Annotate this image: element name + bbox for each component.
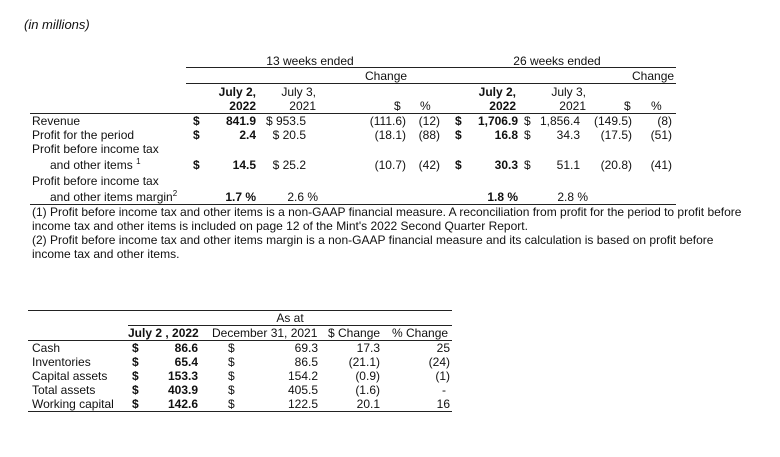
- currency-sign: $: [524, 128, 531, 142]
- col-dollar-26: $: [624, 99, 631, 113]
- row-label: and other items margin$^2$: [50, 189, 178, 204]
- col-jul3-26: July 3, 2021: [551, 85, 586, 113]
- cell: $ 25.2: [272, 158, 306, 172]
- currency-sign: $: [228, 383, 235, 397]
- col-pct-change: % Change: [392, 326, 449, 340]
- row-label: and other items $^1$: [50, 157, 141, 172]
- currency-sign: $: [524, 114, 531, 128]
- cell: 14.5: [232, 158, 256, 172]
- cell: 1,706.9: [477, 114, 518, 128]
- col-pct-13: %: [420, 99, 431, 113]
- currency-sign: $: [228, 369, 235, 383]
- cell: 20.1: [356, 397, 380, 411]
- cell: (10.7): [374, 158, 406, 172]
- row-label: Cash: [32, 341, 61, 355]
- footnote-2: (2) Profit before income tax and other items margin is a non-GAAP financial measure and its calculation is based on profit before income tax and other items.: [32, 233, 714, 261]
- cell: 16.8: [494, 128, 518, 142]
- cell: 405.5: [287, 383, 318, 397]
- cell: $ 20.5: [272, 128, 306, 142]
- cell: 1.7 %: [225, 190, 256, 204]
- cell: 2.4: [239, 128, 256, 142]
- cell: (149.5): [593, 114, 632, 128]
- rule: [186, 83, 676, 84]
- row-label: Working capital: [32, 397, 114, 411]
- currency-sign: $: [455, 114, 462, 128]
- cell: 2.6 %: [287, 190, 318, 204]
- currency-sign: $: [132, 383, 139, 397]
- col-jul2-26: July 2, 2022: [478, 85, 516, 113]
- cell: 122.5: [287, 397, 318, 411]
- rule: [186, 67, 676, 68]
- cell: (12): [418, 114, 440, 128]
- cell: (17.5): [600, 128, 632, 142]
- col-jul2-13: July 2, 2022: [218, 85, 256, 113]
- cell: 86.5: [294, 355, 318, 369]
- cell: (1.6): [355, 383, 380, 397]
- currency-sign: $: [524, 158, 531, 172]
- col-dec31-2021: December 31, 2021: [212, 326, 318, 340]
- cell: 65.4: [174, 355, 198, 369]
- group-26-weeks: 26 weeks ended: [513, 54, 601, 68]
- cell: 69.3: [294, 341, 318, 355]
- cell: 86.6: [174, 341, 198, 355]
- rule: [28, 340, 452, 341]
- col-dollar-change: $ Change: [328, 326, 381, 340]
- currency-sign: $: [455, 158, 462, 172]
- footnote-1: (1) Profit before income tax and other items is a non-GAAP financial measure. A reconciliation from profit for the period to profit before income tax and other items is included on page 12 of the Mint's 2022 Second Quarter Report.: [32, 205, 742, 233]
- currency-sign: $: [193, 114, 200, 128]
- change-header-13: Change: [365, 69, 408, 83]
- row-label: Profit before income tax: [32, 142, 159, 156]
- col-jul2-2022: July 2 , 2022: [128, 326, 199, 340]
- rule: [28, 411, 452, 412]
- cell: (111.6): [369, 114, 406, 128]
- row-label: Inventories: [32, 355, 91, 369]
- cell: (1): [435, 369, 450, 383]
- cell: (88): [418, 128, 440, 142]
- row-label: Revenue: [32, 114, 81, 128]
- cell: (51): [650, 128, 672, 142]
- currency-sign: $: [228, 397, 235, 411]
- currency-sign: $: [132, 397, 139, 411]
- cell: (8): [657, 114, 672, 128]
- row-label: Total assets: [32, 383, 96, 397]
- col-dollar-13: $: [394, 99, 401, 113]
- cell: 1,856.4: [539, 114, 580, 128]
- cell: (21.1): [348, 355, 380, 369]
- cell: 1.8 %: [487, 190, 518, 204]
- change-header-26: Change: [632, 69, 675, 83]
- cell: 142.6: [167, 397, 198, 411]
- row-label: Profit for the period: [32, 128, 135, 142]
- currency-sign: $: [132, 355, 139, 369]
- cell: 154.2: [287, 369, 318, 383]
- group-13-weeks: 13 weeks ended: [266, 54, 354, 68]
- currency-sign: $: [455, 128, 462, 142]
- row-label: Profit before income tax: [32, 174, 159, 188]
- cell: $ 953.5: [265, 114, 306, 128]
- col-pct-26: %: [651, 99, 662, 113]
- cell: 153.3: [167, 369, 198, 383]
- cell: (42): [418, 158, 440, 172]
- cell: 17.3: [356, 341, 380, 355]
- cell: 51.1: [556, 158, 580, 172]
- currency-sign: $: [193, 128, 200, 142]
- cell: (0.9): [355, 369, 380, 383]
- currency-sign: $: [228, 341, 235, 355]
- currency-sign: $: [132, 341, 139, 355]
- cell: 2.8 %: [557, 190, 588, 204]
- cell: -: [442, 383, 446, 397]
- cell: 16: [436, 397, 450, 411]
- row-label: Capital assets: [32, 369, 108, 383]
- cell: 403.9: [167, 383, 198, 397]
- cell: 30.3: [494, 158, 518, 172]
- currency-sign: $: [228, 355, 235, 369]
- cell: (20.8): [600, 158, 632, 172]
- cell: 25: [436, 341, 450, 355]
- currency-sign: $: [193, 158, 200, 172]
- caption: (in millions): [24, 17, 90, 32]
- cell: 34.3: [556, 128, 580, 142]
- col-jul3-13: July 3, 2021: [281, 85, 316, 113]
- currency-sign: $: [132, 369, 139, 383]
- as-at-header: As at: [276, 311, 304, 325]
- cell: 841.9: [225, 114, 256, 128]
- cell: (41): [650, 158, 672, 172]
- cell: (24): [428, 355, 450, 369]
- cell: (18.1): [374, 128, 406, 142]
